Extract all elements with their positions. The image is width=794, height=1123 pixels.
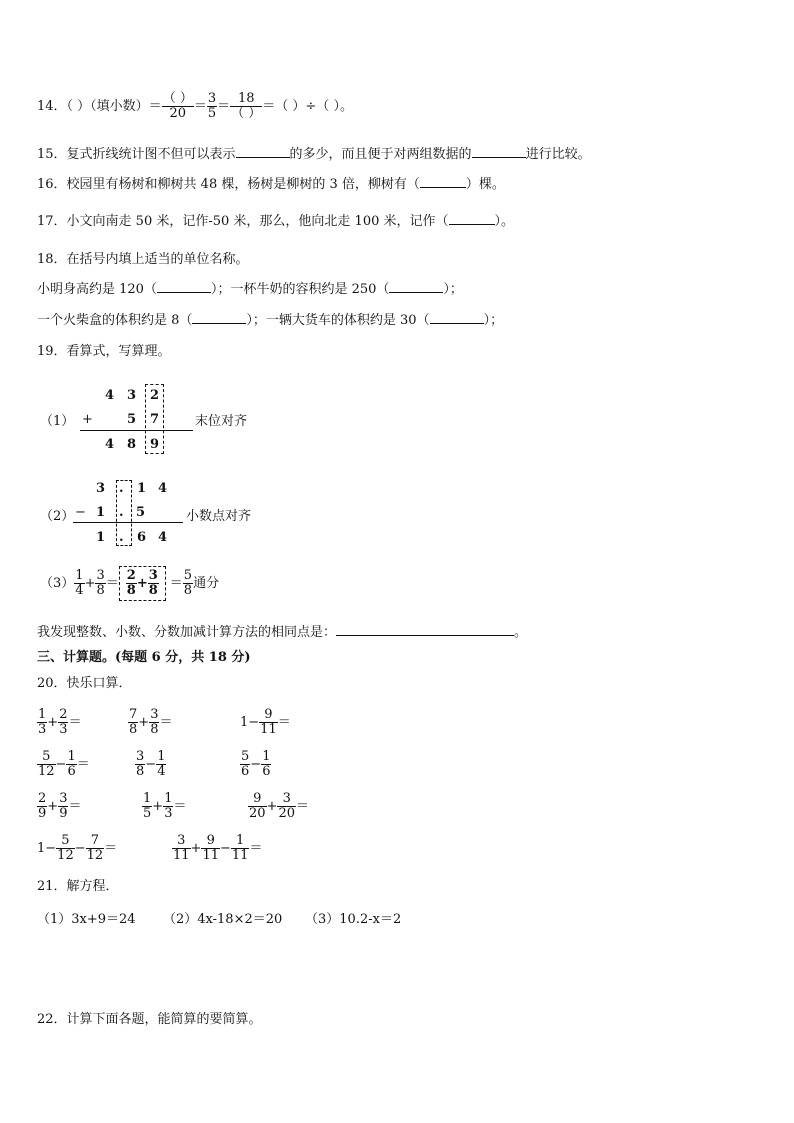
equation-3: （3）10.2-x＝2: [305, 912, 402, 927]
q20-title: 20．快乐口算．: [37, 676, 132, 691]
equation-1: （1）3x+9＝24: [37, 912, 136, 927]
q19-discovery: 我发现整数、小数、分数加减计算方法的相同点是： 。: [37, 625, 528, 640]
q17-blank[interactable]: [449, 212, 495, 225]
digit: 8: [127, 437, 137, 452]
fraction: $\frac{9}{20}$: [249, 791, 266, 821]
q18-title: 18．在括号内填上适当的单位名称。: [37, 252, 249, 267]
equation-2: （2）4x-18×2＝20: [163, 912, 283, 927]
q15-blank-2[interactable]: [472, 145, 526, 158]
digit: 2: [150, 388, 160, 403]
oral-calc-item: $\frac{1}{3}$ + $\frac{2}{3}$ ＝: [38, 707, 82, 737]
q19-discovery-blank[interactable]: [336, 623, 514, 636]
oral-calc-item: 1− $\frac{9}{11}$ ＝: [240, 707, 291, 737]
fraction: $\frac{1}{4}$: [157, 749, 166, 779]
fraction: $\frac{5}{12}$: [38, 749, 55, 779]
fraction: $\frac{1}{11}$: [231, 833, 249, 863]
q18-line-2: 一个火柴盒的体积约是 8（ ）；一辆大货车的体积约是 30（ ）；: [37, 313, 504, 328]
fraction: $\frac{9}{11}$: [202, 833, 219, 863]
oral-calc-item: $\frac{5}{6}$ − $\frac{1}{6}$: [241, 749, 271, 779]
section-3-heading: 三、计算题。(每题 6 分，共 18 分): [37, 650, 251, 665]
fraction: $\frac{2}{9}$: [38, 791, 47, 821]
q18-blank-4[interactable]: [430, 311, 484, 324]
fraction: $\frac{1}{5}$: [143, 791, 152, 821]
q18-line-1: 小明身高约是 120（ ）；一杯牛奶的容积约是 250（ ）；: [37, 282, 463, 297]
oral-calc-item: $\frac{3}{11}$ + $\frac{9}{11}$ − $\frac{1}{11}$ ＝: [173, 833, 263, 863]
digit: 4: [158, 481, 168, 496]
q22-title: 22．计算下面各题，能简算的要简算。: [37, 1012, 262, 1027]
fraction: $\frac{5}{8}$: [183, 568, 193, 598]
digit: 1: [137, 481, 147, 496]
fraction: $\frac{7}{8}$: [129, 707, 138, 737]
fraction: $\frac{3}{20}$: [278, 791, 295, 821]
q14-prompt: （ ）（填小数）＝: [66, 99, 162, 114]
q19-2-label: （2）: [40, 509, 75, 524]
q19-title: 19．看算式，写算理。: [37, 344, 171, 359]
fraction: $\frac{1}{4}$: [75, 568, 84, 598]
q14-number: 14．: [37, 99, 67, 114]
plus-sign: +: [82, 412, 93, 427]
oral-calc-item: $\frac{5}{12}$ − $\frac{1}{6}$ ＝: [38, 749, 90, 779]
q16: 16．校园里有杨树和柳树共 48 棵，杨树是柳树的 3 倍，柳树有（ ）棵。: [37, 177, 505, 192]
q16-blank[interactable]: [420, 175, 466, 188]
fraction: $\frac{3}{8}$: [136, 749, 145, 779]
q18-blank-1[interactable]: [157, 280, 211, 293]
digit: 4: [105, 437, 115, 452]
q17: 17．小文向南走 50 米，记作-50 米，那么，他向北走 100 米，记作（ ）。: [37, 214, 515, 229]
q15: 15．复式折线统计图不但可以表示 的多少，而且便于对两组数据的 进行比较。: [37, 147, 591, 162]
fraction: $\frac{1}{6}$: [67, 749, 76, 779]
fraction: $\frac{1}{3}$: [38, 707, 47, 737]
q14: 14．（ ）（填小数）＝ $\frac{( )}{20}$ ＝ $\frac{3}{5}$ ＝ $\frac{18}{( )}$ ＝（ ）÷（ ）。: [37, 91, 353, 121]
q18-blank-2[interactable]: [389, 280, 443, 293]
oral-calc-item: $\frac{3}{8}$ − $\frac{1}{4}$: [136, 749, 166, 779]
q19-1-label: （1）: [40, 414, 75, 429]
fraction: $\frac{5}{12}$: [57, 833, 74, 863]
fraction: $\frac{1}{3}$: [164, 791, 173, 821]
digit: 5: [136, 505, 146, 520]
q15-blank-1[interactable]: [236, 145, 290, 158]
q14-fraction-2: $\frac{3}{5}$: [207, 91, 217, 121]
digit: 7: [150, 412, 160, 427]
sum-line: [80, 430, 193, 431]
q19-case-3: （3） $\frac{1}{4}$ + $\frac{3}{8}$ ＝ $\frac{2}{8}$ + $\frac{3}{8}$ ＝ $\frac{5}{8}$ 通分: [40, 566, 219, 601]
q14-fraction-3: $\frac{18}{( )}$: [231, 91, 262, 121]
digit: 1: [96, 505, 106, 520]
q14-prompt-end: ＝（ ）÷（ ）。: [262, 99, 353, 114]
fraction: $\frac{3}{8}$: [150, 707, 159, 737]
digit: 5: [127, 412, 137, 427]
q14-fraction-1: $\frac{( )}{20}$: [162, 91, 193, 121]
fraction: $\frac{7}{12}$: [86, 833, 104, 863]
oral-calc-item: 1− $\frac{5}{12}$ − $\frac{7}{12}$ ＝: [37, 833, 118, 863]
oral-calc-item: $\frac{7}{8}$ + $\frac{3}{8}$ ＝: [129, 707, 173, 737]
oral-calc-item: $\frac{1}{5}$ + $\frac{1}{3}$ ＝: [143, 791, 187, 821]
digit: 3: [96, 481, 106, 496]
fraction: $\frac{3}{8}$: [96, 568, 105, 598]
fraction: $\frac{3}{11}$: [173, 833, 190, 863]
digit: 1: [96, 530, 106, 545]
fraction: $\frac{3}{9}$: [59, 791, 68, 821]
decimal-point: .: [119, 481, 124, 496]
fraction: $\frac{9}{11}$: [260, 707, 277, 737]
alignment-dashed-box: [116, 480, 132, 546]
fraction: $\frac{5}{6}$: [241, 749, 250, 779]
fraction: $\frac{2}{3}$: [59, 707, 68, 737]
q18-blank-3[interactable]: [192, 311, 246, 324]
digit: 9: [150, 437, 160, 452]
q19-2-note: 小数点对齐: [186, 509, 252, 524]
decimal-point: .: [119, 530, 124, 545]
oral-calc-item: $\frac{2}{9}$ + $\frac{3}{9}$ ＝: [38, 791, 82, 821]
q19-1-note: 末位对齐: [195, 414, 248, 429]
fraction: $\frac{1}{6}$: [262, 749, 271, 779]
dashed-sum-box: $\frac{2}{8}$ + $\frac{3}{8}$: [119, 566, 166, 601]
oral-calc-item: $\frac{9}{20}$ + $\frac{3}{20}$ ＝: [249, 791, 310, 821]
q21-title: 21．解方程．: [37, 879, 119, 894]
digit: 6: [137, 530, 147, 545]
digit: 3: [127, 388, 137, 403]
digit: 4: [158, 530, 168, 545]
digit: 4: [105, 388, 115, 403]
decimal-point: .: [119, 505, 124, 520]
minus-sign: −: [75, 505, 86, 520]
alignment-dashed-box: [145, 384, 164, 454]
